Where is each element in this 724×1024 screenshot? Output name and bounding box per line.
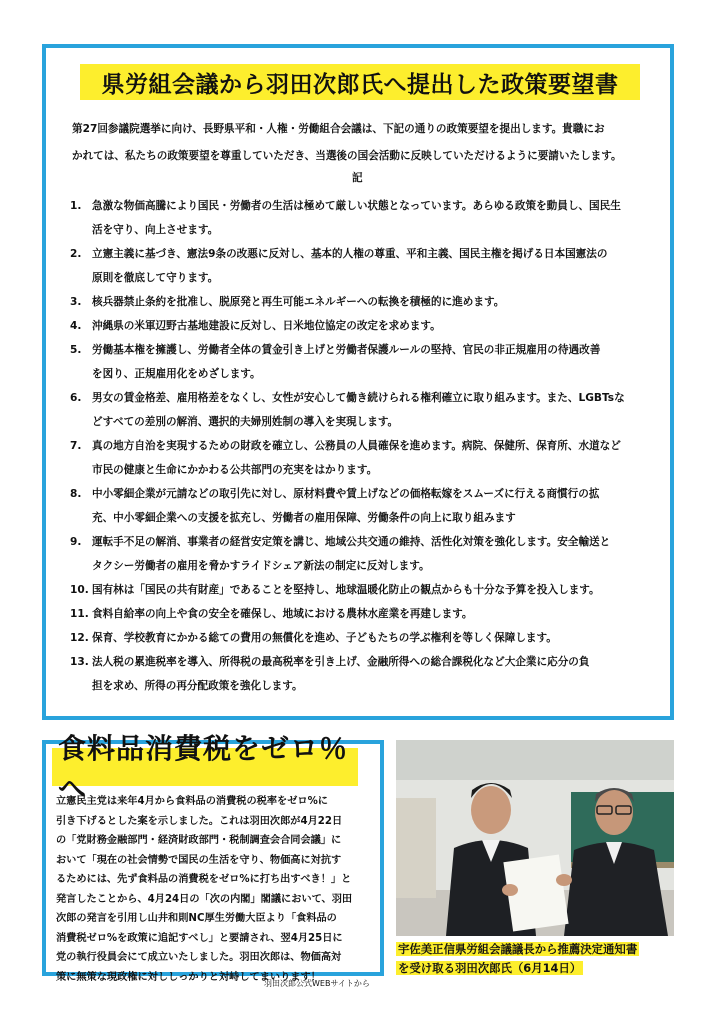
- policy-list: [70, 194, 660, 698]
- policy-item-number: 8.: [70, 488, 82, 500]
- policy-item: [70, 266, 660, 290]
- policy-item: [70, 434, 660, 458]
- policy-item: [70, 290, 660, 314]
- source-credit: 羽田次郎公式WEBサイトから: [264, 979, 370, 988]
- policy-item-text: 労働基本権を擁護し、労働者全体の賃金引き上げと労働者保護ルールの堅持、官民の非正規雇用の待遇改善: [92, 344, 601, 356]
- policy-item-number: [70, 362, 92, 386]
- policy-item-text: 充、中小零細企業への支援を拡充し、労働者の雇用保障、労働条件の向上に取り組みます: [92, 512, 516, 524]
- caption-line: を受け取る羽田次郎氏（6月14日）: [398, 961, 582, 975]
- policy-item-text: 法人税の累進税率を導入、所得税の最高税率を引き上げ、金融所得への総合課税化など大企業に応分の負: [92, 656, 590, 668]
- body-line: おいて「現在の社会情勢で国民の生活を守り、物価高に対抗す: [56, 854, 342, 866]
- intro-line: 第27回参議院選挙に向け、長野県平和・人権・労働組合会議は、下記の通りの政策要望を提出します。貴職にお: [72, 123, 605, 135]
- policy-item-number: [70, 506, 92, 530]
- policy-item-number: [70, 674, 92, 698]
- policy-item-number: 10.: [70, 584, 89, 596]
- policy-item-text: 急激な物価高騰により国民・労働者の生活は極めて厳しい状態となっています。あらゆる政策を動員し、国民生: [92, 200, 621, 212]
- policy-item-text: 市民の健康と生命にかかわる公共部門の充実をはかります。: [92, 464, 378, 476]
- policy-item-number: [70, 554, 92, 578]
- policy-item: [70, 578, 660, 602]
- policy-item-text: 核兵器禁止条約を批准し、脱原発と再生可能エネルギーへの転換を積極的に進めます。: [92, 296, 505, 308]
- body-line: 党の執行役員会にて成立いたしました。羽田次郎は、物価高対: [56, 952, 342, 963]
- policy-item: [70, 338, 660, 362]
- policy-item-number: 4.: [70, 320, 82, 332]
- caption-line: 宇佐美正信県労組会議議長から推薦決定通知書: [398, 942, 638, 956]
- policy-item-text: 真の地方自治を実現するための財政を確立し、公務員の人員確保を進めます。病院、保健所、保育所、水道など: [92, 440, 621, 452]
- policy-item: [70, 410, 660, 434]
- policy-item-text: 活を守り、向上させます。: [92, 224, 219, 236]
- policy-item-number: 2.: [70, 248, 82, 260]
- body-line: 消費税ゼロ%を政策に追記すべし」と要請され、翌4月25日に: [56, 932, 343, 944]
- policy-item: [70, 554, 660, 578]
- page-title: 県労組会議から羽田次郎氏へ提出した政策要望書: [101, 71, 619, 98]
- policy-item: [70, 602, 660, 626]
- policy-item: [70, 386, 660, 410]
- policy-item: [70, 482, 660, 506]
- policy-item: [70, 506, 660, 530]
- policy-title-band: [80, 64, 640, 100]
- policy-item-number: 9.: [70, 536, 82, 548]
- policy-item-number: 12.: [70, 632, 89, 644]
- body-line: 発言したことから、4月24日の「次の内閣」閣議において、羽田: [56, 893, 353, 905]
- body-line: るためには、先ず食料品の消費税をゼロ%に打ち出すべき！」と: [56, 874, 352, 885]
- policy-item: [70, 458, 660, 482]
- policy-item-number: 6.: [70, 392, 82, 404]
- policy-item: [70, 530, 660, 554]
- policy-item-text: 担を求め、所得の再分配政策を強化します。: [92, 680, 303, 692]
- tax-article-body: [56, 792, 374, 987]
- body-line: 引き下げるとした案を示しました。これは羽田次郎が4月22日: [56, 815, 343, 827]
- body-line: 策に無策な現政権に対ししっかりと対峙してまいります！: [56, 971, 321, 983]
- policy-item-text: 食料自給率の向上や食の安全を確保し、地域における農林水産業を再建します。: [92, 608, 473, 620]
- ki-heading: 記: [352, 172, 363, 184]
- intro-paragraph: [72, 116, 652, 170]
- tax-article-title: 食料品消費税をゼロ％へ: [58, 732, 349, 805]
- intro-line: かれては、私たちの政策要望を尊重していただき、当選後の国会活動に反映していただけるように要請いたします。: [72, 150, 622, 162]
- policy-item-text: 男女の賃金格差、雇用格差をなくし、女性が安心して働き続けられる権利確立に取り組みます。また、LGBTsな: [92, 392, 625, 404]
- policy-item: [70, 362, 660, 386]
- policy-item-number: [70, 266, 92, 290]
- photo-caption: [396, 940, 672, 978]
- policy-item: [70, 674, 660, 698]
- body-line: の「党財務金融部門・経済財政部門・税制調査会合同会議」に: [56, 835, 342, 846]
- policy-item-number: 1.: [70, 200, 82, 212]
- policy-item-number: 7.: [70, 440, 82, 452]
- handover-photo: [396, 740, 674, 936]
- body-line: 立憲民主党は来年4月から食料品の消費税の税率をゼロ%に: [56, 796, 328, 807]
- policy-item-text: 運転手不足の解消、事業者の経営安定策を講じ、地域公共交通の維持、活性化対策を強化します。安全輸送と: [92, 536, 611, 548]
- policy-item: [70, 314, 660, 338]
- policy-item: [70, 218, 660, 242]
- policy-item: [70, 650, 660, 674]
- policy-item-text: 国有林は「国民の共有財産」であることを堅持し、地球温暖化防止の観点からも十分な予算を投入します。: [92, 584, 600, 596]
- body-line: 次郎の発言を引用し山井和則NC厚生労働大臣より「食料品の: [56, 913, 337, 924]
- policy-item-text: 沖縄県の米軍辺野古基地建設に反対し、日米地位協定の改定を求めます。: [92, 320, 441, 332]
- policy-item-number: 13.: [70, 656, 89, 668]
- policy-item-text: 中小零細企業が元請などの取引先に対し、原材料費や賃上げなどの価格転嫁をスムーズに行える商慣行の拡: [92, 488, 600, 500]
- policy-item: [70, 194, 660, 218]
- policy-item-text: 立憲主義に基づき、憲法9条の改悪に反対し、基本的人権の尊重、平和主義、国民主権を掲げる日本国憲法の: [92, 248, 608, 260]
- policy-item-text: タクシー労働者の雇用を脅かすライドシェア新法の制定に反対します。: [92, 560, 430, 572]
- policy-item-text: を図り、正規雇用化をめざします。: [92, 368, 261, 380]
- policy-item-number: 11.: [70, 608, 89, 620]
- policy-item-number: [70, 410, 92, 434]
- policy-item-number: 3.: [70, 296, 82, 308]
- policy-item-text: 保育、学校教育にかかる総ての費用の無償化を進め、子どもたちの学ぶ権利を等しく保障します。: [92, 632, 557, 644]
- policy-item-number: 5.: [70, 344, 82, 356]
- policy-item-number: [70, 218, 92, 242]
- policy-item-text: どすべての差別の解消、選択的夫婦別姓制の導入を実現します。: [92, 416, 399, 428]
- policy-item: [70, 242, 660, 266]
- policy-item-number: [70, 458, 92, 482]
- policy-item-text: 原則を徹底して守ります。: [92, 272, 219, 284]
- photo-illustration: [396, 740, 674, 936]
- policy-item: [70, 626, 660, 650]
